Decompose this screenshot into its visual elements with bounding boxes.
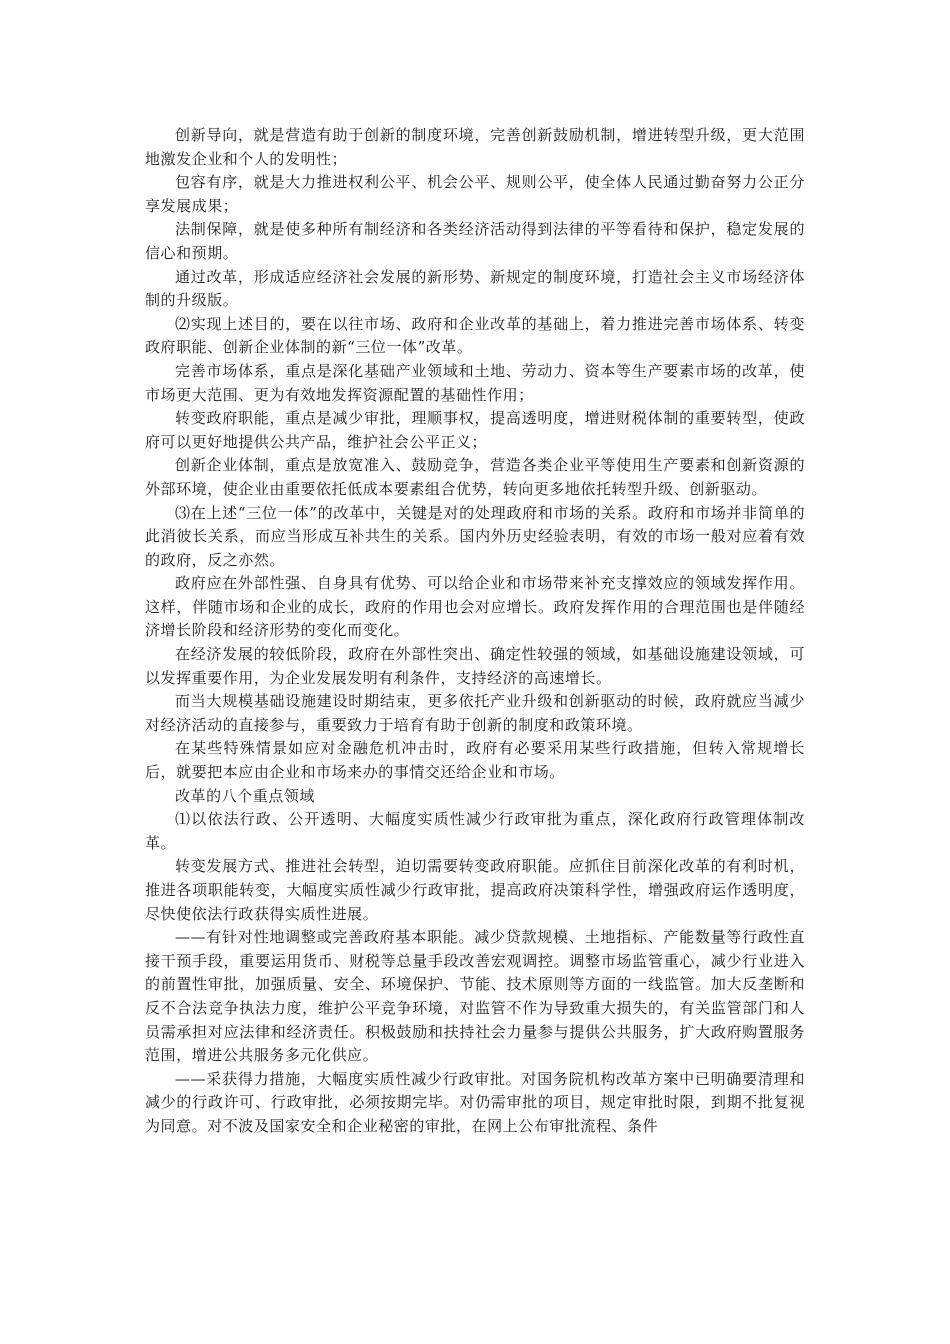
document-body xyxy=(145,124,805,1139)
paragraph-innovation-guidance: 创新导向，就是营造有助于创新的制度环境，完善创新鼓励机制，增进转型升级，更大范围地激发企业和个人的发明性； xyxy=(145,126,805,168)
paragraph-enterprise-system: 创新企业体制，重点是放宽准入、鼓励竞争，营造各类企业平等使用生产要素和创新资源的外部环境，使企业由重要依托低成本要素组合优势，转向更多地依托转型升级、创新驱动。 xyxy=(145,456,805,498)
paragraph-government-functions: 转变政府职能，重点是减少审批，理顺事权，提高透明度，增进财税体制的重要转型，使政府可以更好地提供公共产品，维护社会公平正义； xyxy=(145,409,805,451)
paragraph-infrastructure-end: 而当大规模基础设施建设时期结束，更多依托产业升级和创新驱动的时候，政府就应当减少对经济活动的直接参与，重要致力于培育有助于创新的制度和政策环境。 xyxy=(145,692,805,734)
paragraph-area-1: ⑴以依法行政、公开透明、大幅度实质性减少行政审批为重点，深化政府行政管理体制改革。 xyxy=(145,810,805,852)
paragraph-inclusive-order: 包容有序，就是大力推进权利公平、机会公平、规则公平，使全体人民通过勤奋努力公正分享发展成果； xyxy=(145,173,805,215)
paragraph-market-system: 完善市场体系，重点是深化基础产业领域和土地、劳动力、资本等生产要素市场的改革，使市场更大范围、更为有效地发挥资源配置的基础性作用； xyxy=(145,361,805,404)
paragraph-special-situations: 在某些特殊情景如应对金融危机冲击时，政府有必要采用某些行政措施，但转入常规增长后，就要把本应由企业和市场来办的事情交还给企业和市场。 xyxy=(145,739,805,782)
paragraph-reduce-approvals: ——采获得力措施，大幅度实质性减少行政审批。对国务院机构改革方案中已明确要清理和减少的行政许可、行政审批，必须按期完毕。对仍需审批的项目，规定审批时限，到期不批复视为同意。对不波及国家安全和企业秘密的审批，在网上公布审批流程、条件 xyxy=(145,1069,805,1135)
paragraph-early-stage: 在经济发展的较低阶段，政府在外部性突出、确定性较强的领域，如基础设施建设领域，可以发挥重要作用，为企业发展发明有利条件，支持经济的高速增长。 xyxy=(145,645,805,687)
paragraph-legal-guarantee: 法制保障，就是使多种所有制经济和各类经济活动得到法律的平等看待和保护，稳定发展的信心和预期。 xyxy=(145,220,805,262)
section-heading-eight-areas: 改革的八个重点领域 xyxy=(175,786,315,805)
paragraph-point-3: ⑶在上述“三位一体”的改革中，关键是对的处理政府和市场的关系。政府和市场并非简单的此消彼长关系，而应当形成互补共生的关系。国内外历史经验表明，有效的市场一般对应着有效的政府，反之亦然。 xyxy=(145,503,805,569)
paragraph-adjust-functions: ——有针对性地调整或完善政府基本职能。减少贷款规模、土地指标、产能数量等行政性直接干预手段，重要运用货币、财税等总量手段改善宏观调控。调整市场监管重心，减少行业进入的前置性审批，加强质量、安全、环境保护、节能、技术原则等方面的一线监管。加大反垄断和反不合法竞争执法力度，维护公平竞争环境，对监管不作为导致重大损失的，有关监管部门和人员需承担对应法律和经济责任。积极鼓励和扶持社会力量参与提供公共服务，扩大政府购置服务范围，增进公共服务多元化供应。 xyxy=(145,928,805,1065)
paragraph-government-role: 政府应在外部性强、自身具有优势、可以给企业和市场带来补充支撑效应的领域发挥作用。这样，伴随市场和企业的成长，政府的作用也会对应增长。政府发挥作用的合理范围也是伴随经济增长阶段和经济形势的变化而变化。 xyxy=(145,574,805,640)
paragraph-transform-development: 转变发展方式、推进社会转型，迫切需要转变政府职能。应抓住目前深化改革的有利时机，推进各项职能转变，大幅度实质性减少行政审批，提高政府决策科学性，增强政府运作透明度，尽快使依法行政获得实质性进展。 xyxy=(145,857,805,923)
paragraph-through-reform: 通过改革，形成适应经济社会发展的新形势、新规定的制度环境，打造社会主义市场经济体制的升级版。 xyxy=(145,267,805,310)
paragraph-point-2: ⑵实现上述目的，要在以往市场、政府和企业改革的基础上，着力推进完善市场体系、转变政府职能、创新企业体制的新“三位一体”改革。 xyxy=(145,314,805,357)
